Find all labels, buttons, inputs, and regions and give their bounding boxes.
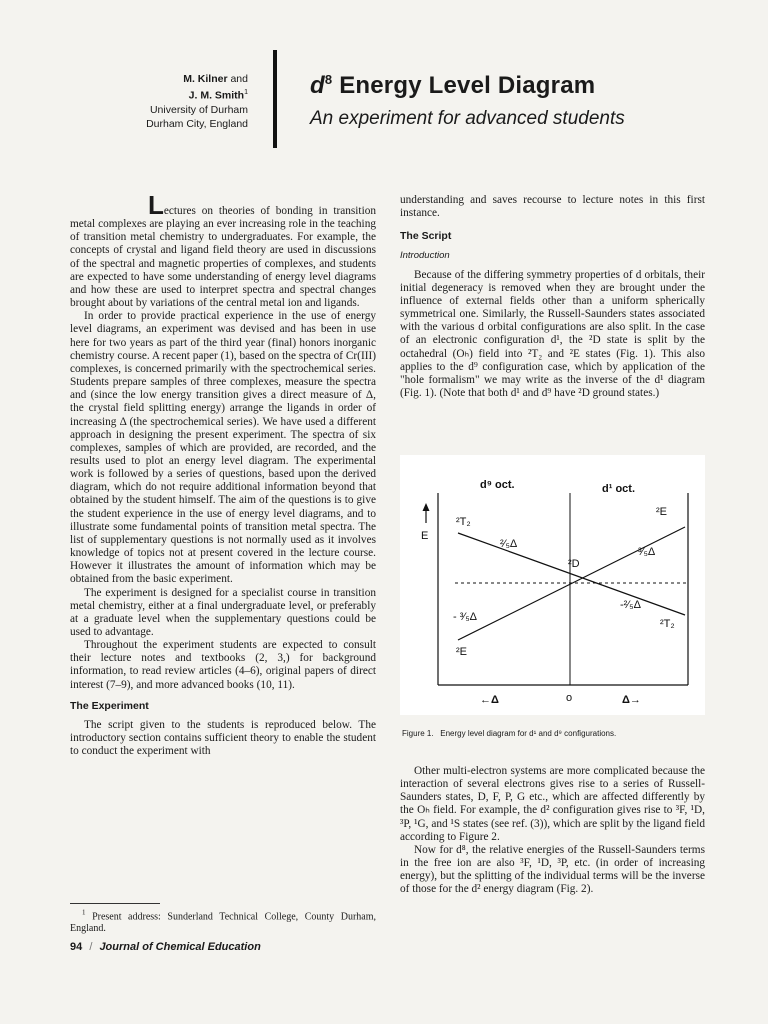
- x-axis-right-label: Δ→: [622, 694, 641, 706]
- left-upper-state: ²T₂: [456, 516, 471, 528]
- title-sup: 8: [324, 72, 333, 87]
- drop-cap: L: [148, 190, 164, 220]
- header-divider: [273, 50, 277, 148]
- footnote: [70, 907, 376, 935]
- energy-axis-label: E: [421, 530, 429, 542]
- right-lower-state: ²T₂: [660, 618, 675, 630]
- paragraph-3: The experiment is designed for a specialist course in transition metal chemistry, either at a final undergraduate level, or preferably at a graduate level when the supplementary questions could be used to advantage.: [70, 586, 376, 638]
- journal-name: Journal of Chemical Education: [99, 941, 261, 953]
- figure-caption: [402, 729, 616, 738]
- title-text: Energy Level Diagram: [339, 72, 596, 99]
- right-column-top: [400, 194, 705, 400]
- affiliation-2: Durham City, England: [146, 117, 248, 130]
- left-lower-fraction: - ³⁄₅Δ: [453, 611, 477, 623]
- footer-separator: /: [89, 941, 93, 953]
- paragraph-1: [70, 190, 376, 310]
- x-axis-left-label: ←Δ: [480, 694, 499, 706]
- right-upper-state: ²E: [656, 506, 667, 518]
- footnote-rule: [70, 903, 160, 904]
- article-subtitle: An experiment for advanced students: [310, 108, 625, 129]
- right-lower-fraction: -²⁄₅Δ: [620, 599, 641, 611]
- footnote-mark: 1: [82, 909, 86, 917]
- paragraph-r3: Now for d⁸, the relative energies of the Russell-Saunders terms in the free ion are also ³F, ¹D, ³P, etc. (in order of increasing energy), but the splitting of the individual terms will be the inverse of those for the d² energy diagram (Fig. 2).: [400, 843, 705, 896]
- energy-arrow-head: [423, 503, 430, 511]
- footnote-text: Present address: Sunderland Technical College, County Durham, England.: [70, 911, 376, 935]
- caption-label: Figure 1.: [402, 729, 434, 738]
- paragraph-r2: Other multi-electron systems are more complicated because the interaction of several electrons gives rise to a series of Russell-Saunders states, D, F, P, G etc., which are affected differently by the Oₕ field. For example, the d² configuration gives rise to ³F, ¹D, ³P, ¹G, and ¹S states (see ref. (3)), which are split by the ligand field according to Figure 2.: [400, 765, 705, 843]
- author-and: and: [230, 73, 248, 85]
- subheading-introduction: Introduction: [400, 250, 450, 262]
- label-d9-oct: d⁹ oct.: [480, 479, 515, 491]
- title-d: d: [310, 72, 325, 99]
- caption-text: Energy level diagram for d¹ and d⁹ configurations.: [440, 729, 617, 738]
- paragraph-r1: Because of the differing symmetry properties of d orbitals, their initial degeneracy is removed when they are brought under the influence of external fields other than a uniform spherically symmetrical one. Similarly, the Russell-Saunders states associated with the various d orbital configurations are also split. In the case of an electronic configuration d¹, the ²D state is split by the octahedral (Oₕ) field into ²T₂ and ²E states (Fig. 1). This also applies to the d⁹ configuration case, which by application of the "hole formalism" we may write as the inverse of the d¹ diagram (Fig. 1). (Note that both d¹ and d⁹ have ²D ground states.): [400, 268, 705, 400]
- x-axis-zero-label: o: [566, 692, 573, 704]
- left-upper-fraction: ²⁄₅Δ: [500, 538, 518, 550]
- center-state: ²D: [568, 558, 580, 570]
- paragraph-2: In order to provide practical experience in the use of energy level diagrams, an experiment was devised and has been in use here for two years as part of the third year (final) honors inorganic chemistry course. A recent paper (1), based on the spectra of Cr(III) complexes, is concerned primarily with the spectrochemical series. Students prepare samples of three complexes, measure the spectra and (since the low energy transition gives a direct measure of Δ, the crystal field splitting energy) arrange the ligands in order of increasing Δ (the spectrochemical series). We have used a different approach in designing the present experiment. The spectra of six complexes, samples of which are provided, are recorded, and the results used to plot an energy level diagram. The experimental work is followed by a series of questions, based upon the derived diagram, which do not require additional information beyond that obtained by the student himself. The aim of the questions is to give the student experience in the use of energy level diagrams, and to illustrate some fundamental points of transition metal spectra. The list of supplementary questions is not normally used as it involves knowledge of topics not at present covered in the lecture course. However it illustrates the amount of information which may be obtained from the basic experiment.: [70, 310, 376, 586]
- paragraph-5: The script given to the students is reproduced below. The introductory section contains sufficient theory to enable the student to conduct the experiment with: [70, 718, 376, 758]
- author-block: [120, 72, 248, 131]
- label-d1-oct: d¹ oct.: [602, 483, 635, 495]
- heading-the-experiment: The Experiment: [70, 699, 149, 712]
- page-footer: [70, 941, 261, 953]
- left-lower-state: ²E: [456, 646, 467, 658]
- author-2-footnote-mark: 1: [244, 89, 248, 96]
- paragraph-1-text: ectures on theories of bonding in transition metal complexes are playing an ever increasing role in the teaching of transition metal chemistry to undergraduates. For example, the concepts of crystal and ligand field theory are used in discussions of the spectral and magnetic properties of complexes, and students are expected to have some understanding of energy level diagrams and how these are used to interpret spectra and spectral changes brought about by variations of the central metal ion and ligands.: [70, 205, 376, 310]
- paragraph-4: Throughout the experiment students are expected to consult their lecture notes and textbooks (2, 3,) for background information, to read review articles (4–6), original papers of direct interest (7–9), and more advanced books (10, 11).: [70, 639, 376, 691]
- left-column: [70, 190, 376, 758]
- heading-the-script: The Script: [400, 230, 452, 243]
- page-number: 94: [70, 941, 83, 953]
- right-upper-fraction: ³⁄₅Δ: [638, 546, 656, 558]
- right-column-bottom: [400, 765, 705, 897]
- affiliation-1: University of Durham: [149, 103, 248, 116]
- figure-1: [400, 455, 705, 715]
- article-title: [310, 72, 595, 100]
- author-2: J. M. Smith: [188, 89, 245, 102]
- energy-level-diagram: [400, 455, 705, 715]
- paragraph-r0: understanding and saves recourse to lecture notes in this first instance.: [400, 194, 705, 220]
- author-1: M. Kilner: [183, 73, 228, 85]
